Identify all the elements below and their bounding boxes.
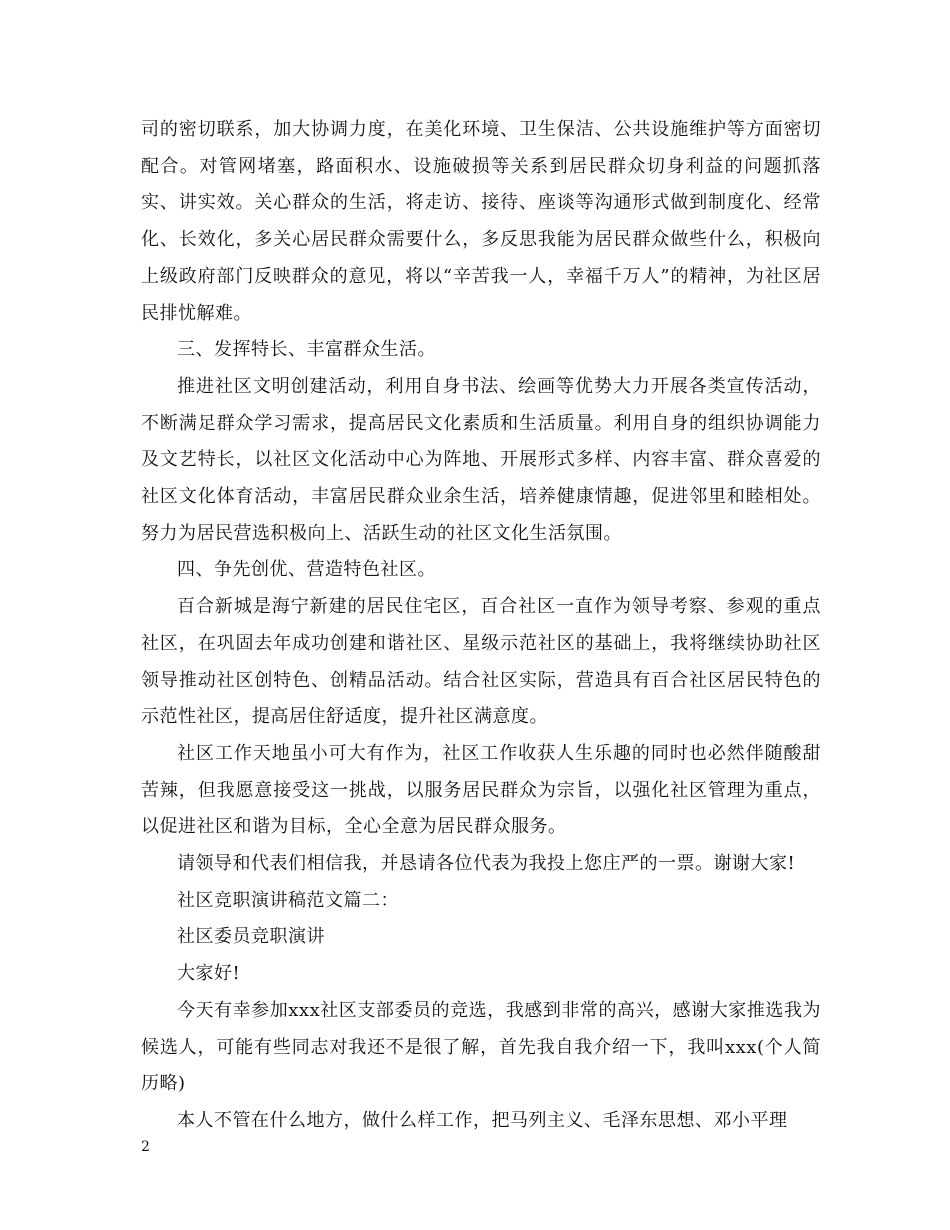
- paragraph: 请领导和代表们相信我，并恳请各位代表为我投上您庄严的一票。谢谢大家!: [177, 853, 796, 875]
- section-heading-3: 三、发挥特长、丰富群众生活。: [177, 339, 436, 361]
- paragraph: 本人不管在什么地方，做什么样工作，把马列主义、毛泽东思想、邓小平理: [177, 1109, 788, 1131]
- document-body: [141, 112, 821, 1140]
- paragraph: 推进社区文明创建活动，利用自身书法、绘画等优势大力开展各类宣传活动，不断满足群众学习需求，提高居民文化素质和生活质量。利用自身的组织协调能力及文艺特长，以社区文化活动中心为阵地、开展形式多样、内容丰富、群众喜爱的社区文化体育活动，丰富居民群众业余生活，培养健康情趣，促进邻里和睦相处。努力为居民营选积极向上、活跃生动的社区文化生活氛围。: [141, 375, 821, 544]
- paragraph-continuation: 司的密切联系，加大协调力度，在美化环境、卫生保洁、公共设施维护等方面密切配合。对管网堵塞，路面积水、设施破损等关系到居民群众切身利益的问题抓落实、讲实效。关心群众的生活，将走访、接待、座谈等沟通形式做到制度化、经常化、长效化，多关心居民群众需要什么，多反思我能为居民群众做些什么，积极向上级政府部门反映群众的意见，将以“辛苦我一人，幸福千万人”的精神，为社区居民排忧解难。: [141, 119, 821, 324]
- paragraph: 百合新城是海宁新建的居民住宅区，百合社区一直作为领导考察、参观的重点社区，在巩固去年成功创建和谐社区、星级示范社区的基础上，我将继续协助社区领导推动社区创特色、创精品活动。结合社区实际，营造具有百合社区居民特色的示范性社区，提高居住舒适度，提升社区满意度。: [141, 596, 821, 728]
- speech-title: 社区委员竞职演讲: [177, 926, 325, 948]
- paragraph: 今天有幸参加xxx社区支部委员的竞选，我感到非常的高兴，感谢大家推选我为候选人，可能有些同志对我还不是很了解，首先我自我介绍一下，我叫xxx(个人简历略): [141, 999, 821, 1095]
- page-number: 2: [141, 1139, 150, 1155]
- section-heading-4: 四、争先创优、营造特色社区。: [177, 559, 436, 581]
- article-title: 社区竞职演讲稿范文篇二：: [177, 889, 399, 911]
- paragraph: 社区工作天地虽小可大有作为，社区工作收获人生乐趣的同时也必然伴随酸甜苦辣，但我愿意接受这一挑战，以服务居民群众为宗旨，以强化社区管理为重点，以促进社区和谐为目标，全心全意为居民群众服务。: [141, 742, 821, 838]
- greeting: 大家好!: [177, 963, 241, 985]
